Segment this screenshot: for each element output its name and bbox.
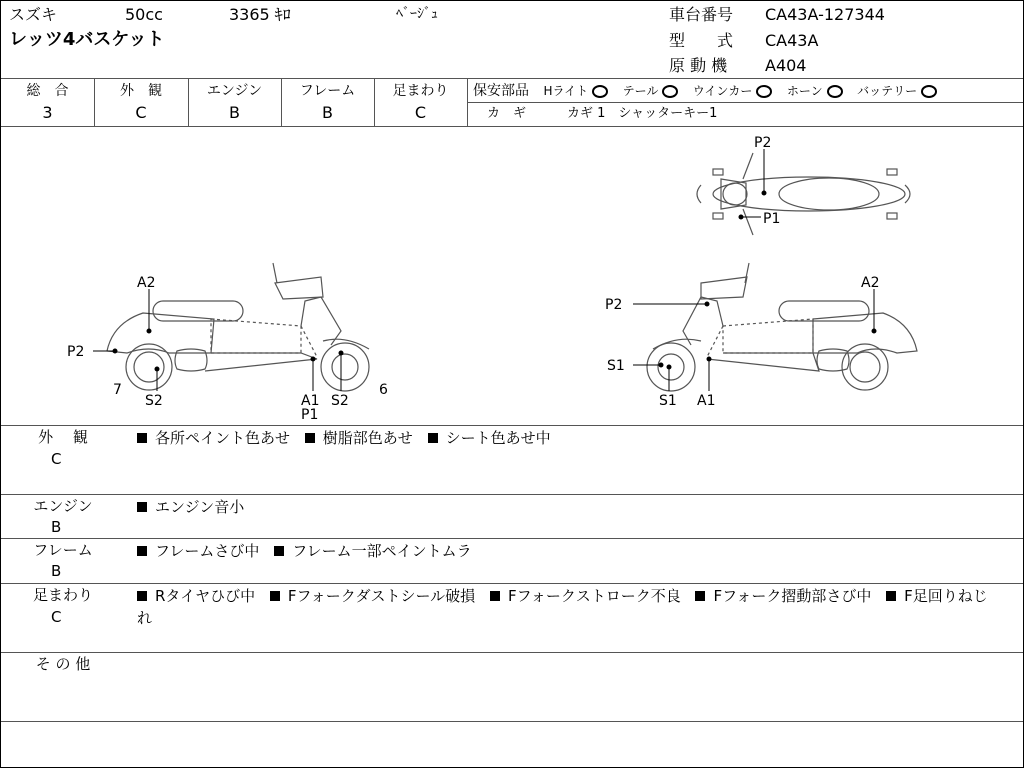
- label-top-p1: P1: [763, 211, 781, 227]
- note-item: 樹脂部色あせ: [322, 429, 413, 447]
- section-suspension-title: 足まわり: [32, 586, 93, 604]
- safety-headlight-label: Hライト: [543, 84, 589, 98]
- frame-no-value: CA43A-127344: [765, 5, 885, 24]
- note-item: エンジン音小: [155, 498, 245, 516]
- safety-winker-label: ウインカー: [692, 84, 753, 98]
- key-label: カ ギ: [487, 106, 527, 121]
- grade-total-value: 3: [42, 103, 53, 122]
- bullet-square-icon: [270, 591, 280, 601]
- grade-engine-label: エンジン: [206, 83, 263, 99]
- label-left-s2b: S2: [331, 393, 349, 409]
- note-item: シート色あせ中: [445, 429, 551, 447]
- section-frame-items: [137, 540, 1007, 562]
- label-right-p2: P2: [605, 297, 623, 313]
- section-frame-title: フレーム: [33, 541, 93, 559]
- note-item: 各所ペイント色あせ: [155, 429, 291, 447]
- mileage: 3365 ｷﾛ: [229, 5, 291, 24]
- label-left-p1: P1: [301, 407, 319, 423]
- grade-frame-label: フレーム: [299, 83, 356, 99]
- section-exterior-items: [137, 427, 1007, 449]
- maker: スズキ: [9, 5, 58, 24]
- key-value: カギ 1 シャッターキー1: [567, 106, 718, 121]
- color: ﾍﾞｰｼﾞｭ: [396, 6, 438, 22]
- section-engine-items: [137, 496, 1007, 518]
- label-left-a2: A2: [137, 275, 156, 291]
- section-engine-grade: B: [51, 518, 62, 536]
- check-circle-icon: [827, 85, 843, 98]
- note-item: F足回りねじれ: [137, 587, 988, 627]
- bullet-square-icon: [428, 433, 438, 443]
- frame-no-label: 車台番号: [669, 5, 734, 24]
- section-other-title: そ の 他: [35, 655, 91, 673]
- check-circle-icon: [921, 85, 937, 98]
- note-item: Fフォークストローク不良: [507, 587, 681, 605]
- label-left-s2a: S2: [145, 393, 163, 409]
- grade-total-label: 総 合: [26, 83, 69, 99]
- note-item: フレーム一部ペイントムラ: [292, 542, 472, 560]
- section-exterior-title: 外 観: [38, 428, 88, 446]
- safety-battery-label: バッテリー: [857, 84, 918, 98]
- bullet-square-icon: [886, 591, 896, 601]
- bullet-square-icon: [695, 591, 705, 601]
- engine-label: 原 動 機: [669, 56, 728, 75]
- label-left-a1: A1: [301, 393, 320, 409]
- safety-horn-label: ホーン: [786, 84, 823, 98]
- displacement: 50cc: [125, 5, 163, 24]
- grade-suspension-label: 足まわり: [392, 83, 449, 99]
- section-exterior-grade: C: [51, 450, 62, 468]
- bullet-square-icon: [137, 546, 147, 556]
- safety-title: 保安部品: [473, 83, 529, 99]
- grade-engine-value: B: [229, 103, 240, 122]
- safety-parts-row: [473, 84, 947, 98]
- label-left-p2: P2: [67, 344, 85, 360]
- bullet-square-icon: [274, 546, 284, 556]
- bullet-square-icon: [137, 502, 147, 512]
- grade-exterior-value: C: [135, 103, 147, 122]
- grade-frame-value: B: [322, 103, 333, 122]
- bullet-square-icon: [137, 433, 147, 443]
- label-left-6: 6: [379, 382, 388, 398]
- engine-value: A404: [765, 56, 807, 75]
- grade-exterior-label: 外 観: [120, 83, 162, 99]
- label-right-a2: A2: [861, 275, 880, 291]
- section-suspension-items: [137, 585, 1007, 629]
- note-item: Rタイヤひび中: [155, 587, 256, 605]
- label-top-p2: P2: [754, 135, 772, 151]
- model-name: レッツ4バスケット: [9, 29, 165, 50]
- section-suspension-grade: C: [51, 608, 62, 626]
- type-value: CA43A: [765, 31, 819, 50]
- check-circle-icon: [592, 85, 608, 98]
- check-circle-icon: [756, 85, 772, 98]
- label-left-7: 7: [113, 382, 122, 398]
- note-item: フレームさび中: [155, 542, 260, 560]
- label-right-s1a: S1: [607, 358, 625, 374]
- label-right-a1: A1: [697, 393, 716, 409]
- note-item: Fフォークダストシール破損: [287, 587, 476, 605]
- note-item: Fフォーク摺動部さび中: [713, 587, 872, 605]
- check-circle-icon: [662, 85, 678, 98]
- damage-diagram: [1, 127, 1023, 425]
- grade-suspension-value: C: [414, 103, 427, 122]
- section-engine-title: エンジン: [33, 497, 93, 515]
- section-frame-grade: B: [51, 562, 62, 580]
- bullet-square-icon: [305, 433, 315, 443]
- bullet-square-icon: [137, 591, 147, 601]
- type-label: 型 式: [669, 31, 734, 50]
- scooter-top-view: [697, 153, 910, 235]
- safety-tail-label: テール: [622, 84, 659, 98]
- label-right-s1b: S1: [659, 393, 677, 409]
- bullet-square-icon: [490, 591, 500, 601]
